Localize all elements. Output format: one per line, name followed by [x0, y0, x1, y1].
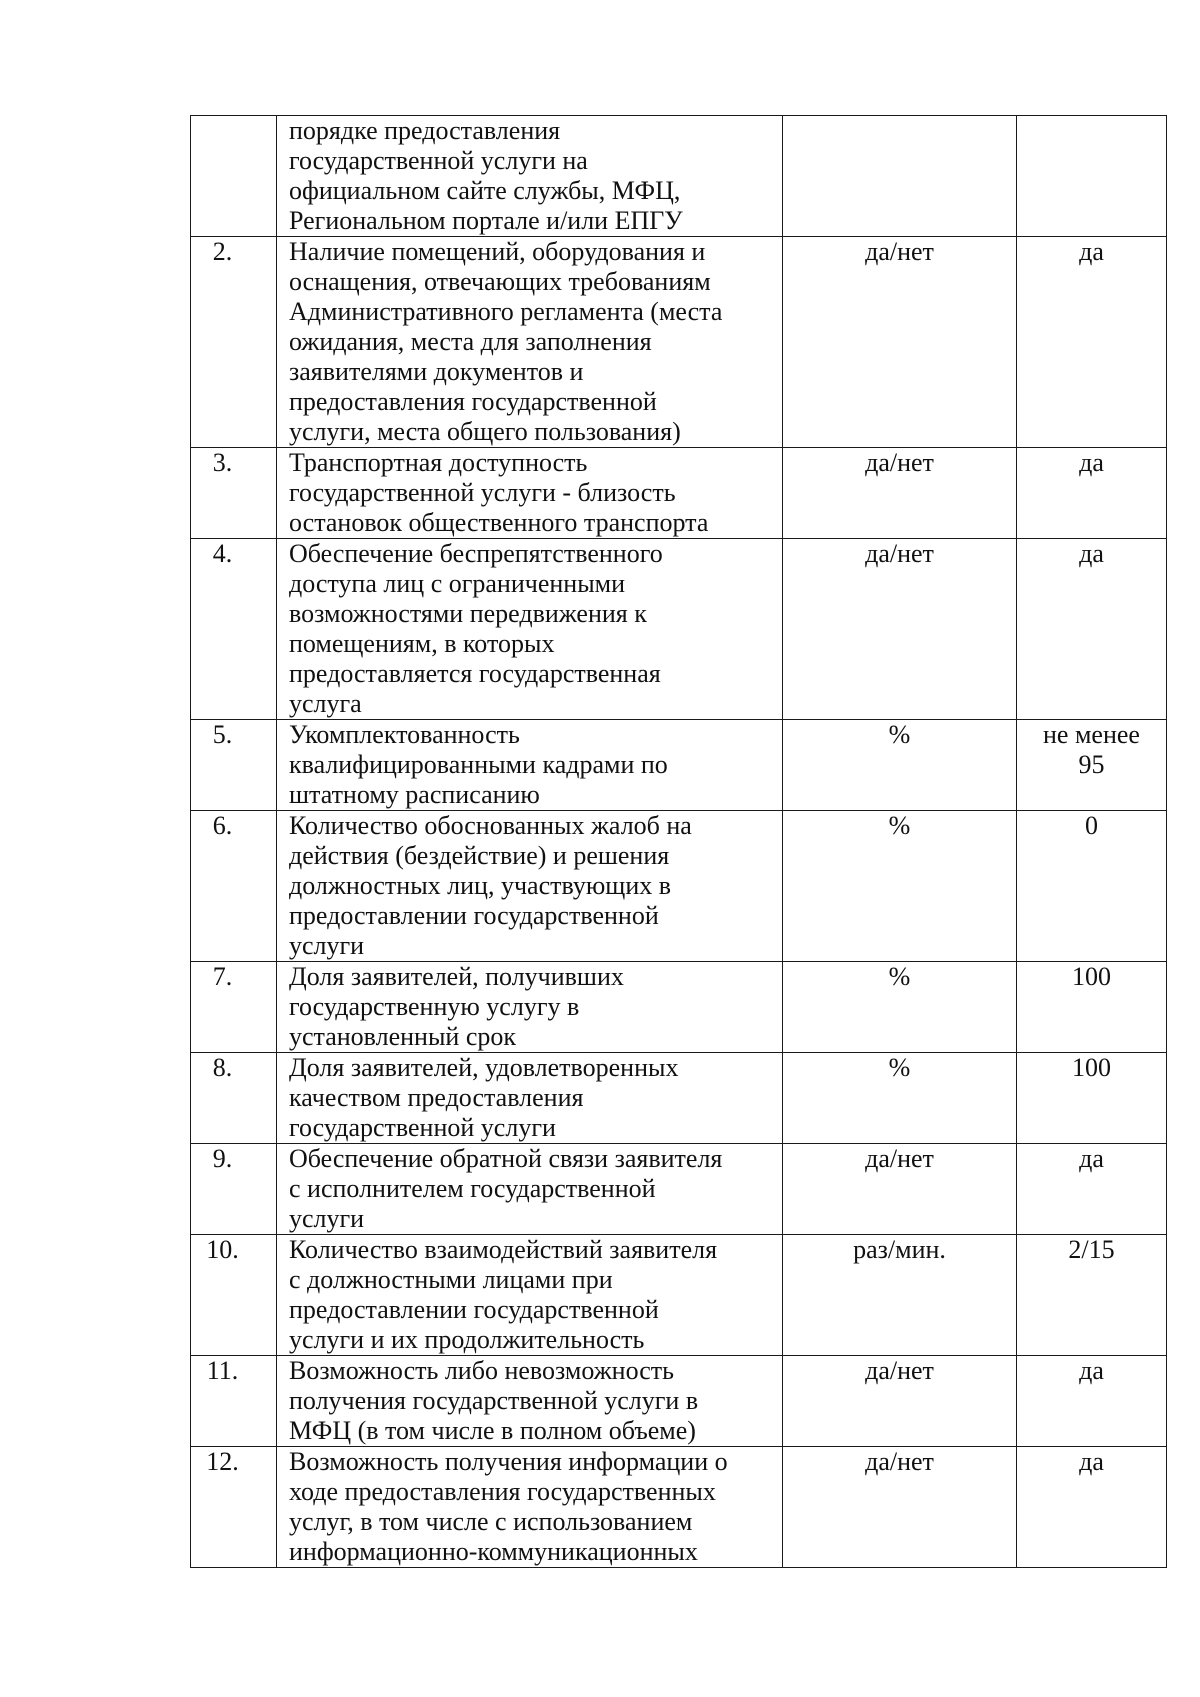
row-number [191, 811, 277, 962]
indicator-name [277, 1447, 783, 1568]
row-number-text: 7. [212, 962, 233, 991]
value-text: да [1079, 539, 1104, 568]
row-number-text: 9. [212, 1144, 233, 1173]
table-row [191, 1053, 1167, 1144]
unit-text: % [888, 962, 911, 991]
row-number [191, 448, 277, 539]
row-number-text: 4. [212, 539, 233, 568]
indicator-text: Количество обоснованных жалоб на действия (бездействие) и решения должностных лиц, участвующих в предоставлении государственной услуги [289, 811, 692, 960]
indicator-text: Количество взаимодействий заявителя с должностными лицами при предоставлении государственной услуги и их продолжительность [289, 1235, 718, 1354]
value-text: 100 [1072, 1053, 1111, 1082]
indicator-text: Доля заявителей, удовлетворенных качеством предоставления государственной услуги [289, 1053, 679, 1142]
value-cell [1017, 962, 1167, 1053]
value-text: да [1079, 1447, 1104, 1476]
indicator-text: порядке предоставления государственной услуги на официальном сайте службы, МФЦ, Региональном портале и/или ЕПГУ [289, 116, 683, 235]
row-number [191, 1356, 277, 1447]
indicator-name [277, 237, 783, 448]
unit-text: да/нет [865, 539, 934, 568]
indicator-text: Возможность получения информации о ходе предоставления государственных услуг, в том числе с использованием информационно-коммуникационных [289, 1447, 728, 1566]
row-number-text: 12. [206, 1447, 239, 1476]
value-text: да [1079, 1144, 1104, 1173]
value-text: да [1079, 1356, 1104, 1385]
indicator-text: Наличие помещений, оборудования и оснащения, отвечающих требованиям Административного регламента (места ожидания, места для заполнения заявителями документов и предоставления государственной услуги, места общего пользования) [289, 237, 723, 446]
row-number [191, 1235, 277, 1356]
row-number [191, 1053, 277, 1144]
value-text: 2/15 [1068, 1235, 1115, 1264]
value-cell [1017, 1053, 1167, 1144]
table-row [191, 448, 1167, 539]
indicators-table-body [191, 116, 1167, 1568]
row-number-text: 3. [212, 448, 233, 477]
value-text: 0 [1085, 811, 1098, 840]
table-row [191, 116, 1167, 237]
unit-cell [783, 1447, 1017, 1568]
unit-cell [783, 1053, 1017, 1144]
row-number [191, 237, 277, 448]
indicator-text: Обеспечение беспрепятственного доступа лиц с ограниченными возможностями передвижения к помещениям, в которых предоставляется государственная услуга [289, 539, 663, 718]
indicator-text: Транспортная доступность государственной услуги - близость остановок общественного транспорта [289, 448, 709, 537]
unit-cell [783, 811, 1017, 962]
table-row [191, 720, 1167, 811]
row-number-text: 11. [206, 1356, 239, 1385]
value-cell [1017, 720, 1167, 811]
indicator-name [277, 448, 783, 539]
unit-text: да/нет [865, 1356, 934, 1385]
unit-text: да/нет [865, 448, 934, 477]
unit-cell [783, 1356, 1017, 1447]
row-number-text: 5. [212, 720, 233, 749]
table-row [191, 1235, 1167, 1356]
row-number [191, 539, 277, 720]
table-row [191, 1356, 1167, 1447]
indicator-name [277, 720, 783, 811]
indicator-text: Возможность либо невозможность получения государственной услуги в МФЦ (в том числе в полном объеме) [289, 1356, 699, 1445]
value-text: да [1079, 448, 1104, 477]
value-text: да [1079, 237, 1104, 266]
indicator-name [277, 1356, 783, 1447]
indicator-name [277, 116, 783, 237]
unit-cell [783, 962, 1017, 1053]
table-row [191, 811, 1167, 962]
value-cell [1017, 539, 1167, 720]
unit-cell [783, 237, 1017, 448]
row-number [191, 720, 277, 811]
unit-text: да/нет [865, 1144, 934, 1173]
value-cell [1017, 116, 1167, 237]
table-row [191, 1144, 1167, 1235]
value-cell [1017, 1447, 1167, 1568]
unit-cell [783, 116, 1017, 237]
unit-cell [783, 539, 1017, 720]
table-row [191, 1447, 1167, 1568]
row-number-text: 8. [212, 1053, 233, 1082]
table-row [191, 237, 1167, 448]
indicator-text: Обеспечение обратной связи заявителя с исполнителем государственной услуги [289, 1144, 723, 1233]
unit-text: % [888, 1053, 911, 1082]
value-cell [1017, 448, 1167, 539]
table-row [191, 962, 1167, 1053]
indicator-name [277, 811, 783, 962]
indicator-name [277, 539, 783, 720]
row-number [191, 116, 277, 237]
indicator-name [277, 1235, 783, 1356]
indicator-text: Доля заявителей, получивших государственную услугу в установленный срок [289, 962, 624, 1051]
value-text: не менее 95 [1043, 720, 1140, 779]
unit-cell [783, 1144, 1017, 1235]
row-number [191, 1447, 277, 1568]
row-number [191, 962, 277, 1053]
unit-text: да/нет [865, 1447, 934, 1476]
row-number-text: 2. [212, 237, 233, 266]
indicator-name [277, 1053, 783, 1144]
value-cell [1017, 1356, 1167, 1447]
indicator-name [277, 1144, 783, 1235]
unit-cell [783, 448, 1017, 539]
unit-text: % [888, 720, 911, 749]
unit-text: да/нет [865, 237, 934, 266]
value-text: 100 [1072, 962, 1111, 991]
unit-cell [783, 1235, 1017, 1356]
indicator-name [277, 962, 783, 1053]
unit-cell [783, 720, 1017, 811]
unit-text: раз/мин. [853, 1235, 946, 1264]
value-cell [1017, 237, 1167, 448]
value-cell [1017, 811, 1167, 962]
unit-text: % [888, 811, 911, 840]
indicators-table [190, 115, 1167, 1568]
row-number [191, 1144, 277, 1235]
value-cell [1017, 1235, 1167, 1356]
table-row [191, 539, 1167, 720]
indicator-text: Укомплектованность квалифицированными кадрами по штатному расписанию [289, 720, 668, 809]
row-number-text: 10. [206, 1235, 239, 1264]
value-cell [1017, 1144, 1167, 1235]
row-number-text: 6. [212, 811, 233, 840]
